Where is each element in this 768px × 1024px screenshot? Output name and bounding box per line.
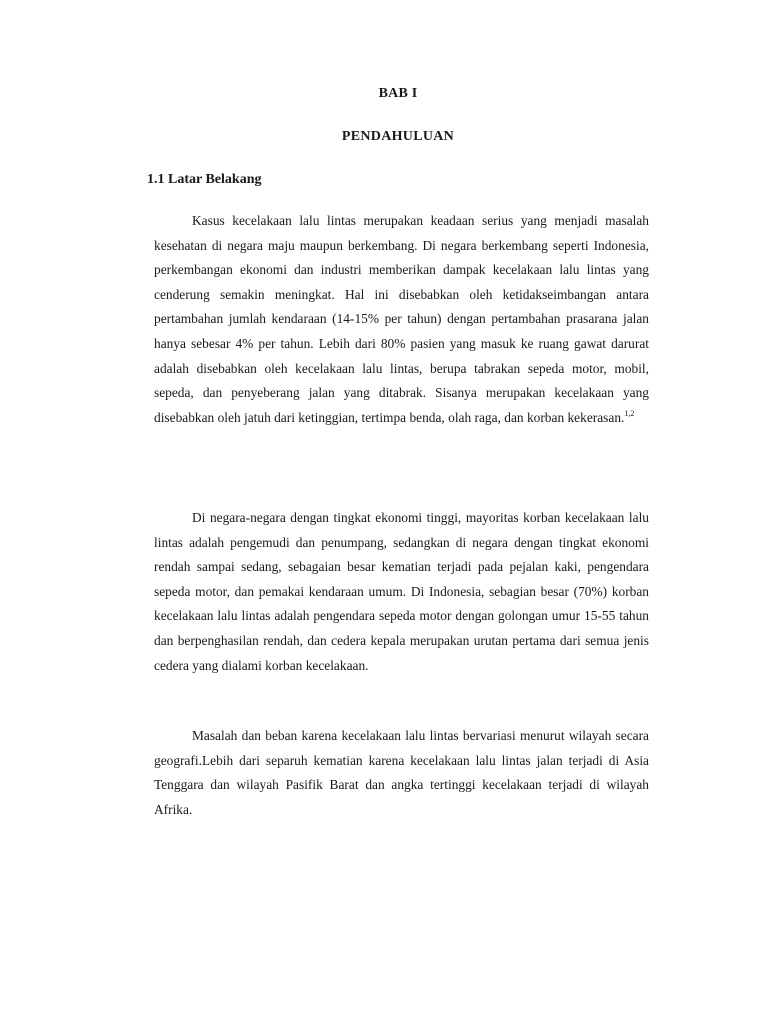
paragraph-3 bbox=[154, 724, 649, 822]
citation-superscript: 1,2 bbox=[624, 408, 635, 418]
paragraph-3-text: Masalah dan beban karena kecelakaan lalu lintas bervariasi menurut wilayah secara geografi.Lebih dari separuh kematian karena kecelakaan lalu lintas jalan terjadi di Asia Tenggara dan wilayah Pasifik Barat dan angka tertinggi kecelakaan terjadi di wilayah Afrika. bbox=[154, 728, 649, 817]
chapter-title: PENDAHULUAN bbox=[341, 129, 455, 144]
section-heading: 1.1 Latar Belakang bbox=[147, 172, 262, 187]
paragraph-2-text: Di negara-negara dengan tingkat ekonomi tinggi, mayoritas korban kecelakaan lalu lintas adalah pengemudi dan penumpang, sedangkan di negara dengan tingkat ekonomi rendah sampai sedang, sebagaian besar kematian terjadi pada pejalan kaki, pengendara sepeda motor, dan pemakai kendaraan umum. Di Indonesia, sebagian besar (70%) korban kecelakaan lalu lintas adalah pengendara sepeda motor dengan golongan umur 15-55 tahun dan berpenghasilan rendah, dan cedera kepala merupakan urutan pertama dari semua jenis cedera yang dialami korban kecelakaan. bbox=[154, 510, 649, 673]
paragraph-1-text: Kasus kecelakaan lalu lintas merupakan keadaan serius yang menjadi masalah kesehatan di negara maju maupun berkembang. Di negara berkembang seperti Indonesia, perkembangan ekonomi dan industri memberikan dampak kecelakaan lalu lintas yang cenderung semakin meningkat. Hal ini disebabkan oleh ketidakseimbangan antara pertambahan jumlah kendaraan (14-15% per tahun) dengan pertambahan prasarana jalan hanya sebesar 4% per tahun. Lebih dari 80% pasien yang masuk ke ruang gawat darurat adalah disebabkan oleh kecelakaan lalu lintas, berupa tabrakan sepeda motor, mobil, sepeda, dan penyeberang jalan yang ditabrak. Sisanya merupakan kecelakaan yang disebabkan oleh jatuh dari ketinggian, tertimpa benda, olah raga, dan korban kekerasan. bbox=[154, 213, 649, 425]
paragraph-1 bbox=[154, 209, 649, 430]
chapter-number: BAB I bbox=[378, 86, 418, 101]
paragraph-2 bbox=[154, 506, 649, 678]
